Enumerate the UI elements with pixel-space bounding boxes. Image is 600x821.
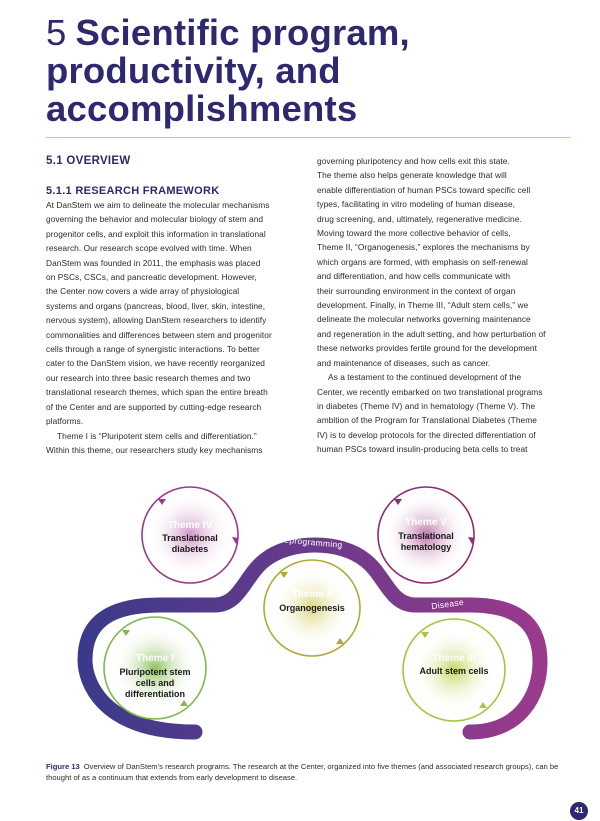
theme-v-node (378, 487, 475, 583)
text-line: cells through a range of synergistic interactions. To better (46, 344, 260, 355)
chapter-title-line-3: accomplishments (46, 88, 358, 129)
theme-ii-name: Theme II (291, 589, 333, 600)
text-line: research. Our research scope evolved with time. When (46, 243, 252, 254)
text-line: the Center now covers a wide array of physiological (46, 286, 240, 297)
text-line: Moving toward the more collective behavior of cells, (317, 228, 511, 239)
text-line: enable differentiation of human PSCs toward specific cell (317, 184, 531, 195)
theme-iv-desc-line-1: Translational (162, 533, 218, 543)
themes-svg (40, 480, 560, 740)
text-line: types, facilitating in vitro modeling of human disease, (317, 199, 516, 210)
right-paragraph-2 (317, 370, 579, 456)
right-column-text (317, 154, 579, 457)
page-number-badge: 41 (570, 802, 588, 820)
figure-caption (46, 761, 566, 783)
text-line: translational research themes, which span the entire breath (46, 387, 268, 398)
theme-v-desc-line-2: hematology (400, 542, 452, 552)
text-line: Center, we recently embarked on two translational programs (317, 386, 543, 397)
theme-iii-node (403, 619, 505, 721)
text-line: delineate the molecular networks governing maintenance (317, 314, 531, 325)
chapter-title-line-1: Scientific program, (75, 12, 410, 53)
theme-iv-node (142, 487, 239, 583)
right-paragraph-1 (317, 154, 579, 370)
text-line: cater to the DanStem vision, we have recently reorganized (46, 358, 265, 369)
theme-i-desc-line-2: cells and (135, 678, 175, 688)
text-line: in diabetes (Theme IV) and in hematology (Theme V). The (317, 400, 536, 411)
text-line: nervous system), allowing DanStem researchers to identify (46, 315, 267, 326)
text-line: Theme II, “Organogenesis,” explores the mechanisms by (317, 242, 530, 253)
theme-iii-name: Theme III (432, 653, 476, 664)
theme-iv-name: Theme IV (167, 520, 213, 531)
text-line: these networks provides fertile ground for the development (317, 343, 537, 354)
text-line: drug screening, and, ultimately, regenerative medicine. (317, 213, 522, 224)
development-label: Development (224, 652, 244, 707)
text-line: on PSCs, CSCs, and pancreatic development. However, (46, 272, 257, 283)
theme-ii-node (264, 560, 360, 656)
text-line: and maintenance of diseases, such as cancer. (317, 357, 491, 368)
theme-i-arrow (180, 700, 188, 706)
text-line: development. Finally, in Theme III, “Adult stem cells,” we (317, 300, 529, 311)
subsection-heading: 5.1.1 RESEARCH FRAMEWORK (46, 185, 220, 197)
left-column-text (46, 198, 310, 457)
text-line: Within this theme, our researchers study key mechanisms (46, 444, 263, 455)
theme-ii-desc-line-1: Organogenesis (279, 603, 345, 613)
text-line: platforms. (46, 416, 84, 427)
theme-i-desc-line-1: Pluripotent stem (119, 667, 191, 677)
text-line: our research into three basic research themes and two (46, 372, 251, 383)
text-line: ambition of the Program for Translational Diabetes (Theme (317, 415, 537, 426)
theme-i-node (104, 617, 206, 719)
text-line: The theme also helps generate knowledge that will (317, 170, 507, 181)
title-divider (46, 137, 570, 138)
text-line: human PSCs toward insulin-producing beta cells to treat (317, 444, 528, 455)
theme-iii-desc-line-1: Adult stem cells (419, 666, 489, 676)
left-paragraph-2 (46, 429, 310, 458)
theme-v-name: Theme V (405, 517, 447, 528)
text-line: Theme I is “Pluripotent stem cells and differentiation.” (57, 430, 257, 441)
text-line: and differentiation, and how cells communicate with (317, 271, 511, 282)
theme-v-desc-line-1: Translational (398, 531, 454, 541)
homeostasis-label: Homeostasis (376, 632, 400, 686)
theme-iii-arrow (421, 632, 429, 638)
text-line: commonalities and differences between stem and progenitor (46, 329, 272, 340)
left-paragraph-1 (46, 198, 310, 429)
section-heading: 5.1 OVERVIEW (46, 155, 131, 167)
figure-label: Figure 13 (46, 762, 80, 771)
text-line: At DanStem we aim to delineate the molecular mechanisms (46, 200, 270, 210)
text-line: IV) is to develop protocols for the directed differentiation of (317, 429, 536, 440)
theme-i-desc-line-3: differentiation (125, 689, 185, 699)
reprogramming-label: Reprogramming (277, 534, 343, 550)
text-line: and regeneration in the adult setting, and how perturbation of (317, 328, 546, 339)
text-line: governing the behavior and molecular biology of stem and (46, 214, 264, 225)
text-line: which organs are formed, with emphasis on self-renewal (317, 256, 528, 267)
text-line: As a testament to the continued development of the (328, 372, 522, 383)
text-line: systems and organs (pancreas, blood, liver, skin, intestine, (46, 300, 266, 311)
figure-caption-text: Overview of DanStem’s research programs. The research at the Center, organized into five themes (and associated research groups), can be thought of as a continuum that extends from early development to disease. (46, 762, 559, 782)
text-line: DanStem was founded in 2011, the emphasis was placed (46, 257, 261, 268)
theme-iii-arrow (479, 702, 487, 708)
disease-label: Disease (430, 596, 465, 612)
text-line: progenitor cells, and exploit this information in translational (46, 228, 266, 239)
text-line: governing pluripotency and how cells exit this state. (317, 156, 510, 166)
theme-i-name: Theme I (136, 653, 174, 664)
chapter-title-line-2: productivity, and (46, 50, 341, 91)
chapter-title (46, 14, 586, 128)
research-themes-diagram (40, 480, 560, 740)
theme-i-arrow (122, 630, 130, 636)
text-line: their surrounding environment in the context of organ (317, 285, 516, 296)
chapter-number: 5 (46, 12, 67, 53)
text-line: of the Center and are supported by cutting-edge research (46, 401, 262, 412)
theme-iv-desc-line-2: diabetes (171, 544, 209, 554)
